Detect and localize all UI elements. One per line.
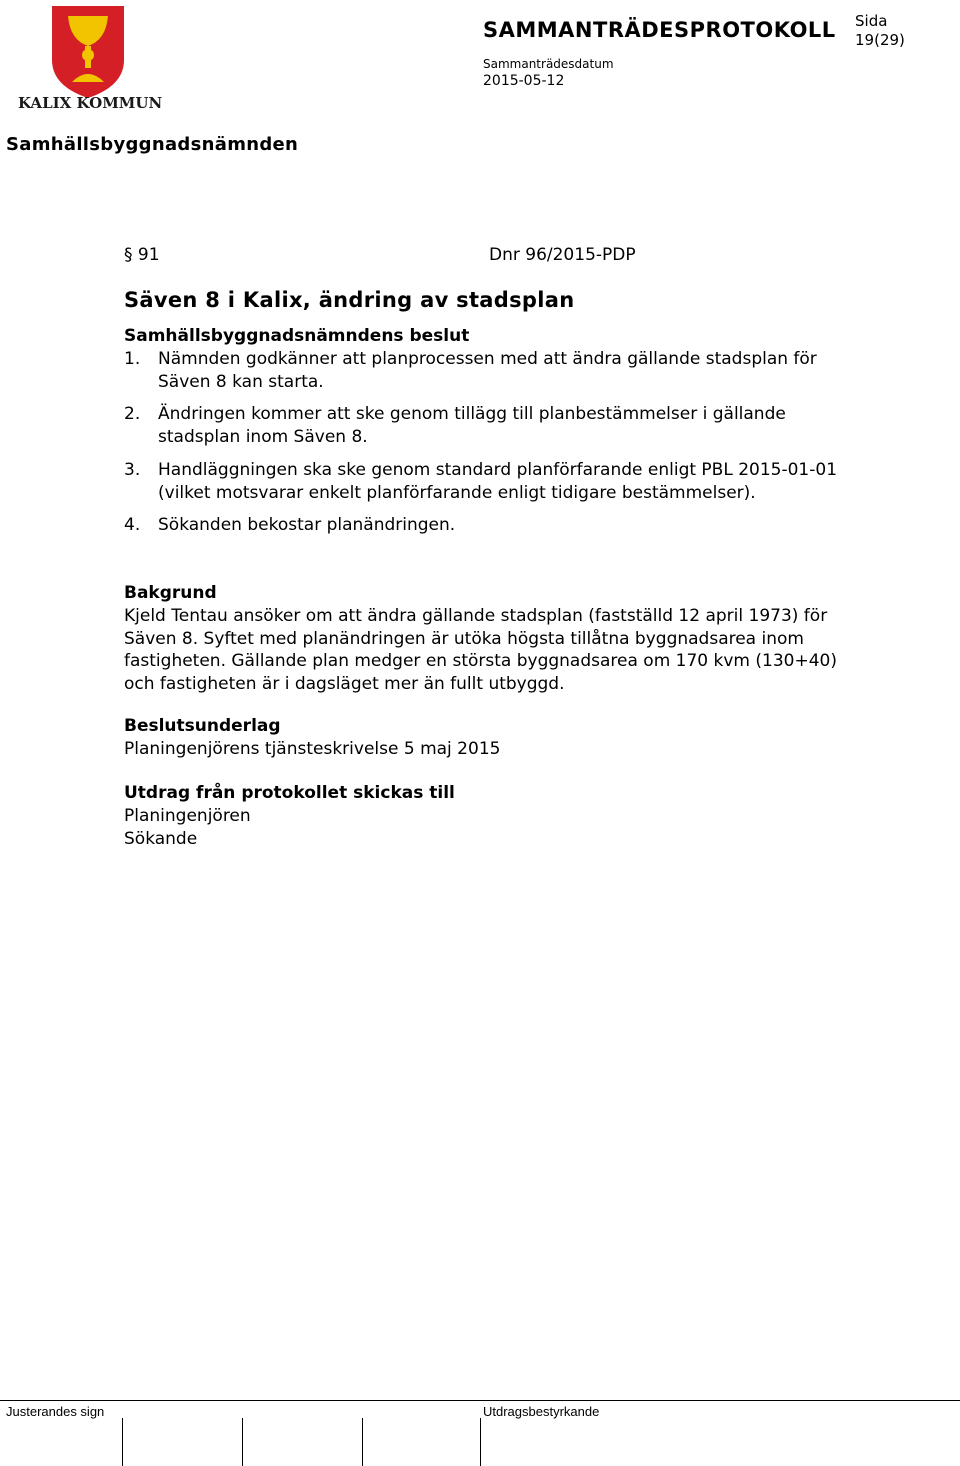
- distribution-heading: Utdrag från protokollet skickas till: [124, 783, 455, 803]
- list-text: Nämnden godkänner att planprocessen med att ändra gällande stadsplan för Säven 8 kan starta.: [158, 349, 817, 392]
- list-item: [124, 403, 844, 448]
- distribution-recipient: Sökande: [124, 829, 198, 849]
- logo-text: KALIX KOMMUN: [18, 94, 163, 112]
- list-text: Handläggningen ska ske genom standard planförfarande enligt PBL 2015-01-01 (vilket motsvarar enkelt planförfarande enligt tidigare bestämmelser).: [158, 459, 838, 503]
- footer-divider: [0, 1400, 960, 1401]
- list-number: 4.: [124, 515, 141, 536]
- list-item: [124, 514, 844, 537]
- municipal-coat-of-arms-icon: [6, 0, 166, 118]
- section-number: § 91: [124, 245, 160, 265]
- list-number: 3.: [124, 459, 141, 480]
- signature-label: Justerandes sign: [6, 1404, 105, 1419]
- case-number: Dnr 96/2015-PDP: [489, 245, 636, 265]
- meeting-date-label: Sammanträdesdatum: [483, 57, 614, 71]
- list-text: Sökanden bekostar planändringen.: [158, 515, 456, 536]
- page-number: 19(29): [855, 31, 905, 49]
- page-label: Sida: [855, 12, 888, 30]
- list-item: [124, 348, 844, 393]
- decision-list: [124, 348, 844, 547]
- list-number: 2.: [124, 404, 141, 425]
- document-title: SAMMANTRÄDESPROTOKOLL: [483, 18, 836, 42]
- meeting-date: 2015-05-12: [483, 73, 565, 89]
- item-title: Säven 8 i Kalix, ändring av stadsplan: [124, 288, 575, 312]
- signature-box-divider: [362, 1418, 363, 1466]
- background-text: Kjeld Tentau ansöker om att ändra gällande stadsplan (fastställd 12 april 1973) för Säven 8. Syftet med planändringen är utöka högsta tillåtna byggnadsarea inom fastigheten. Gällande plan medger en största byggnadsarea om 170 kvm (130+40) och fastigheten är i dagsläget mer än fullt utbyggd.: [124, 606, 837, 695]
- decision-heading: Samhällsbyggnadsnämndens beslut: [124, 326, 470, 346]
- signature-box-divider: [242, 1418, 243, 1466]
- list-item: [124, 459, 844, 504]
- list-number: 1.: [124, 349, 141, 369]
- signature-box-divider: [122, 1418, 123, 1466]
- list-text: Ändringen kommer att ske genom tillägg till planbestämmelser i gällande stadsplan inom Säven 8.: [158, 404, 786, 448]
- committee-name: Samhällsbyggnadsnämnden: [6, 134, 299, 155]
- signature-box-divider: [480, 1418, 481, 1466]
- basis-text: Planingenjörens tjänsteskrivelse 5 maj 2015: [124, 739, 501, 759]
- certification-label: Utdragsbestyrkande: [483, 1404, 600, 1419]
- distribution-recipient: Planingenjören: [124, 806, 251, 826]
- basis-heading: Beslutsunderlag: [124, 716, 281, 736]
- kalix-kommun-logo: [6, 0, 166, 118]
- background-heading: Bakgrund: [124, 583, 217, 603]
